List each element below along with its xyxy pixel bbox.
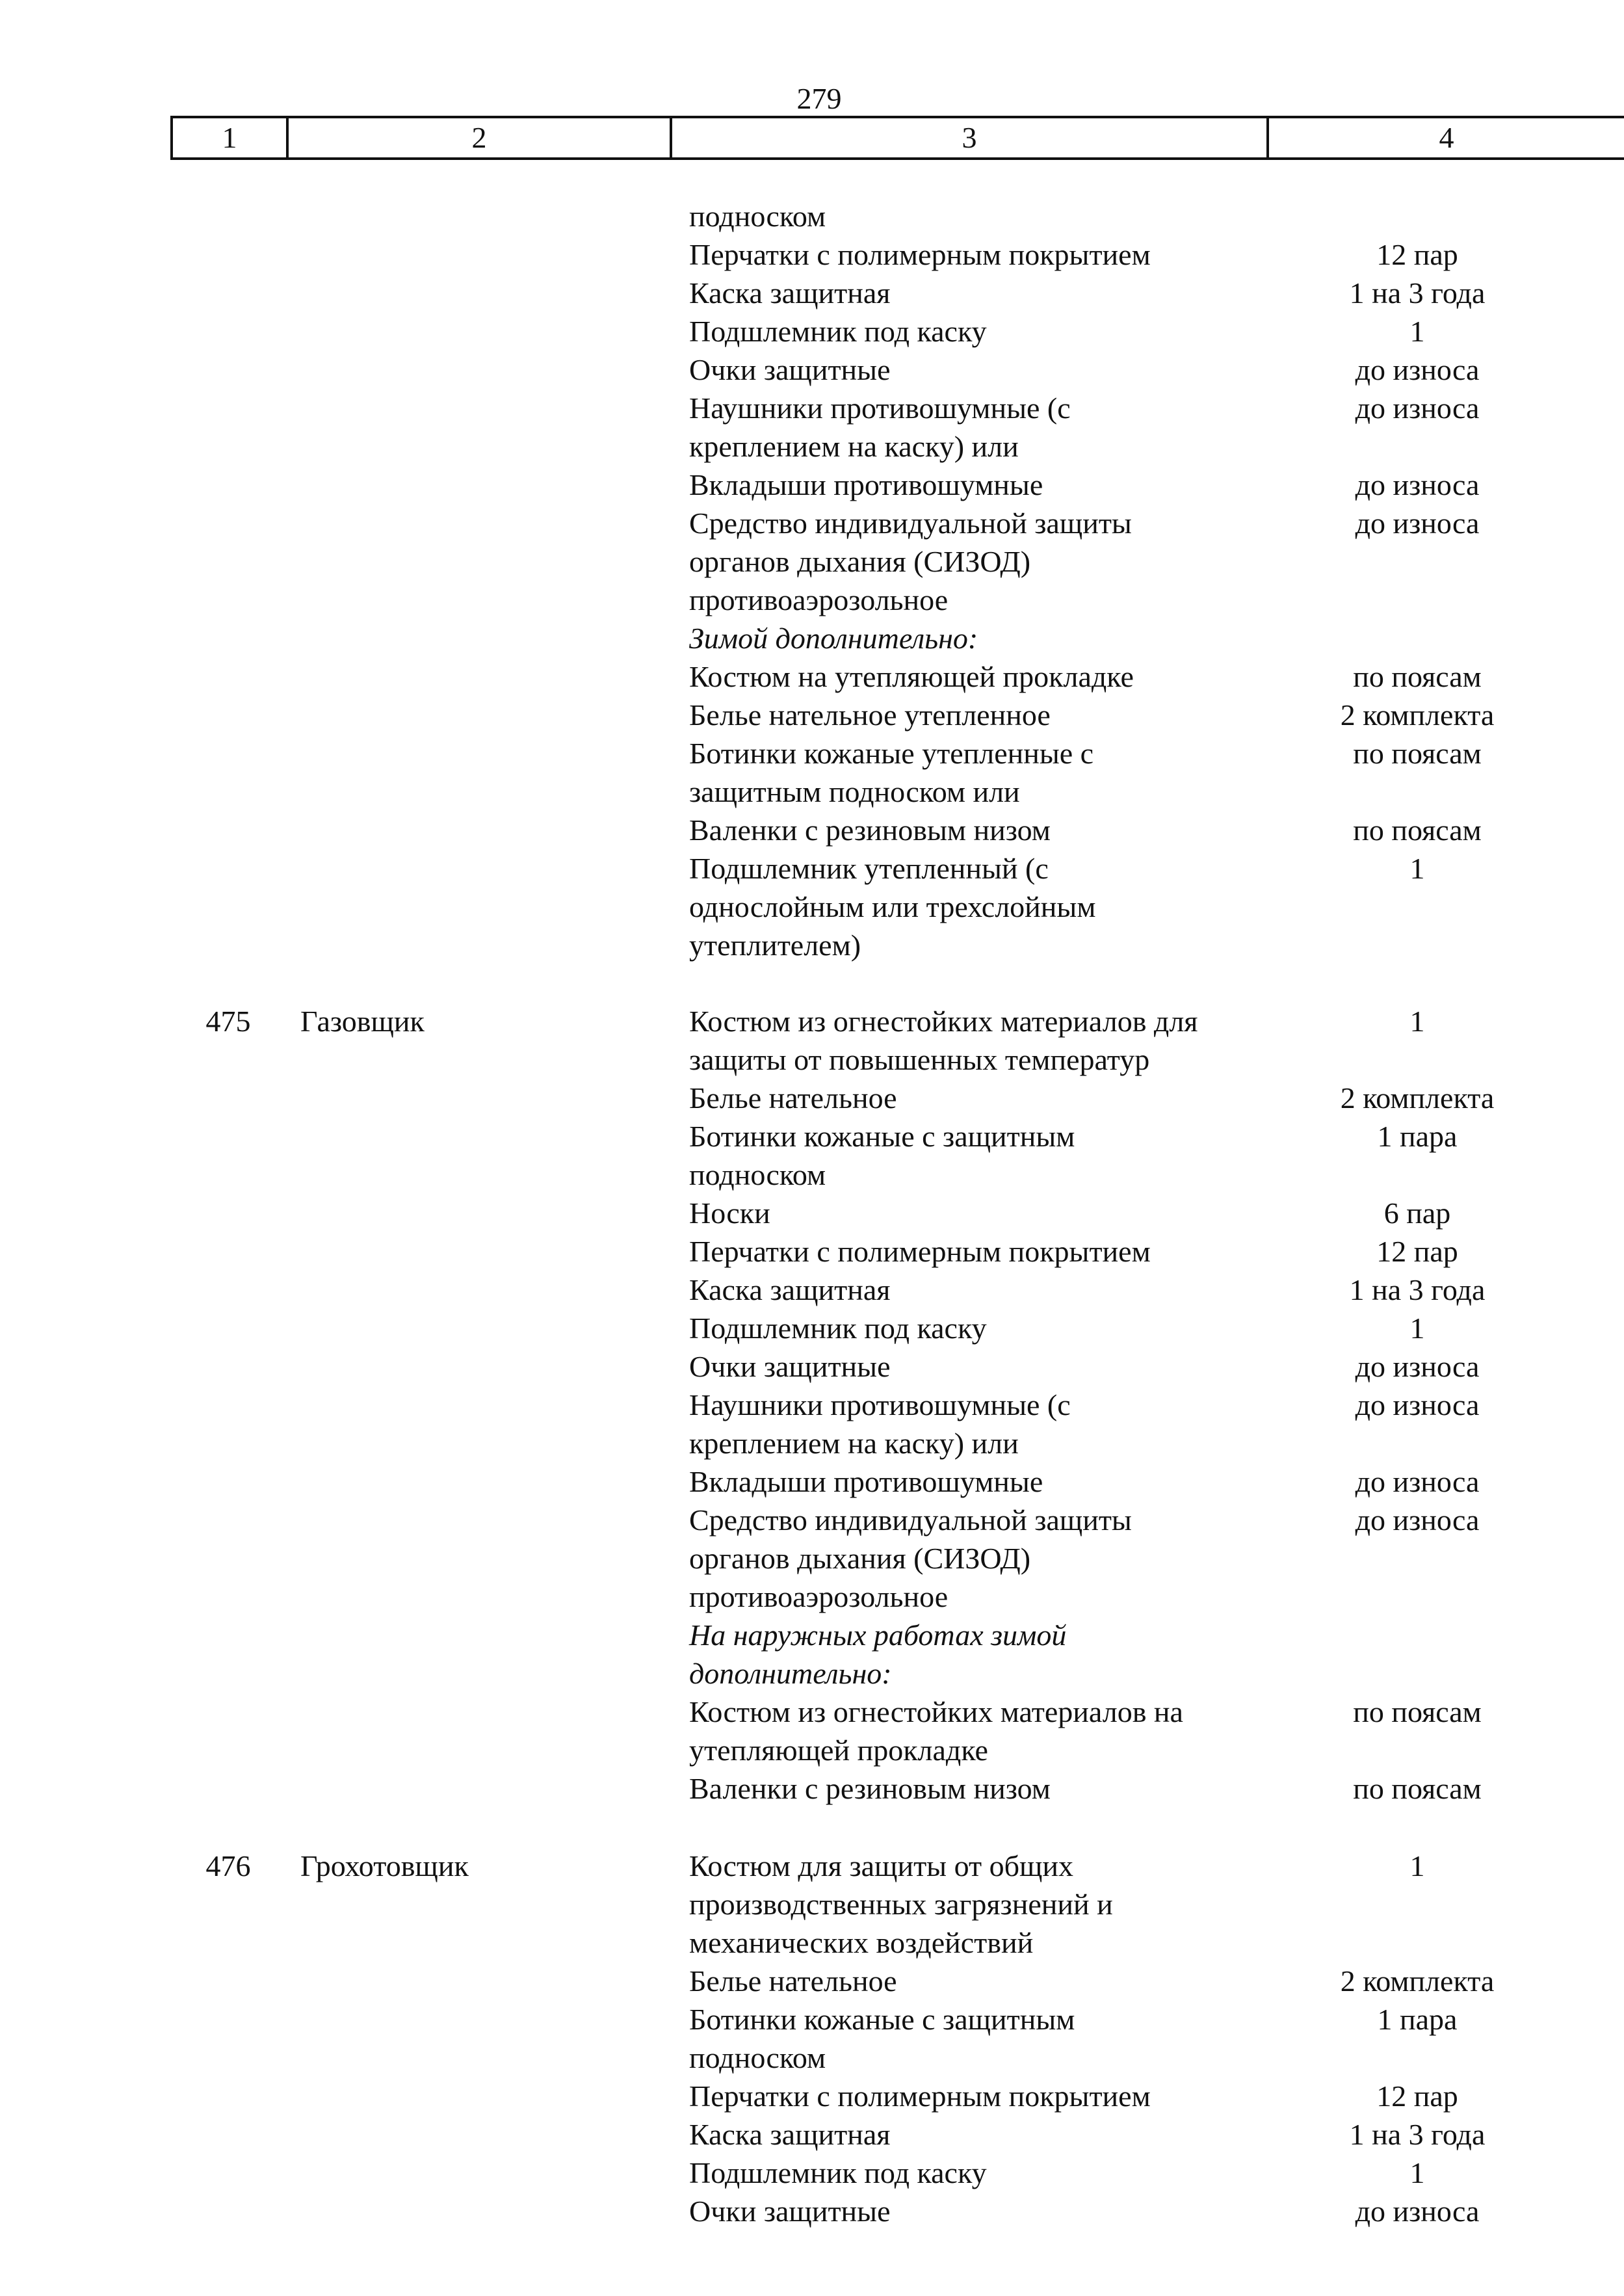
- page-number: 279: [796, 82, 842, 115]
- table-row: [0, 1847, 1624, 1885]
- equipment-item: Каска защитная: [689, 276, 891, 310]
- table-row: [0, 2115, 1624, 2154]
- section-note: На наружных работах зимой: [689, 1618, 1067, 1652]
- table-row: [0, 811, 1624, 849]
- table-row: [0, 1117, 1624, 1155]
- equipment-item: Очки защитные: [689, 353, 891, 386]
- equipment-item: подноском: [689, 200, 826, 233]
- table-row: [0, 350, 1624, 389]
- table-row: [0, 1002, 1624, 1040]
- table-row: [0, 1309, 1624, 1347]
- equipment-item: Каска защитная: [689, 1273, 891, 1306]
- section-note: Зимой дополнительно:: [689, 622, 978, 655]
- equipment-quantity: по поясам: [1353, 737, 1482, 770]
- equipment-quantity: до износа: [1355, 1350, 1480, 1383]
- table-row: [0, 542, 1624, 581]
- equipment-item: Наушники противошумные (с: [689, 391, 1071, 425]
- profession-name: Грохотовщик: [300, 1849, 469, 1882]
- equipment-quantity: 1 на 3 года: [1349, 1273, 1486, 1306]
- profession-number: 475: [205, 1005, 251, 1038]
- continuation-block: [0, 197, 1624, 964]
- equipment-item: механических воздействий: [689, 1926, 1034, 1959]
- table-row: [0, 849, 1624, 888]
- equipment-item: Белье нательное: [689, 1081, 897, 1115]
- column-header-4: 4: [1266, 118, 1624, 157]
- equipment-quantity: до износа: [1355, 507, 1480, 540]
- equipment-item: Костюм для защиты от общих: [689, 1849, 1074, 1882]
- table-row: [0, 734, 1624, 772]
- equipment-quantity: 1 пара: [1377, 2003, 1458, 2036]
- equipment-item: Подшлемник утепленный (с: [689, 852, 1049, 885]
- equipment-quantity: 1 пара: [1377, 1120, 1458, 1153]
- equipment-item: Костюм из огнестойких материалов для: [689, 1005, 1198, 1038]
- table-row: [0, 1731, 1624, 1769]
- equipment-quantity: до износа: [1355, 1465, 1480, 1498]
- profession-number: 476: [205, 1849, 251, 1882]
- equipment-item: Перчатки с полимерным покрытием: [689, 238, 1151, 271]
- equipment-item: Ботинки кожаные с защитным: [689, 2003, 1075, 2036]
- table-row: [0, 1654, 1624, 1693]
- equipment-item: Ботинки кожаные утепленные с: [689, 737, 1094, 770]
- equipment-quantity: 1: [1409, 1312, 1425, 1345]
- equipment-quantity: 1: [1409, 852, 1425, 885]
- profession-block-476: [0, 1847, 1624, 2230]
- equipment-quantity: 2 комплекта: [1340, 1081, 1495, 1115]
- table-row: [0, 1271, 1624, 1309]
- equipment-item: утеплителем): [689, 929, 861, 962]
- table-row: [0, 696, 1624, 734]
- equipment-quantity: 12 пар: [1376, 238, 1458, 271]
- equipment-quantity: до износа: [1355, 1388, 1480, 1421]
- equipment-item: однослойным или трехслойным: [689, 890, 1096, 923]
- table-row: [0, 2154, 1624, 2192]
- table-row: [0, 1079, 1624, 1117]
- equipment-quantity: 1: [1409, 2156, 1425, 2189]
- equipment-item: Подшлемник под каску: [689, 2156, 987, 2189]
- equipment-item: органов дыхания (СИЗОД): [689, 1542, 1031, 1575]
- equipment-quantity: 1 на 3 года: [1349, 2118, 1486, 2151]
- table-row: [0, 197, 1624, 235]
- equipment-item: производственных загрязнений и: [689, 1888, 1113, 1921]
- equipment-quantity: до износа: [1355, 2195, 1480, 2228]
- equipment-quantity: по поясам: [1353, 660, 1482, 693]
- equipment-item: Наушники противошумные (с: [689, 1388, 1071, 1421]
- equipment-item: Очки защитные: [689, 2195, 891, 2228]
- table-row: [0, 1501, 1624, 1539]
- table-row: [0, 1040, 1624, 1079]
- equipment-item: защитным подноском или: [689, 775, 1020, 808]
- table-row: [0, 389, 1624, 427]
- equipment-quantity: до износа: [1355, 468, 1480, 501]
- equipment-item: Очки защитные: [689, 1350, 891, 1383]
- equipment-item: Подшлемник под каску: [689, 1312, 987, 1345]
- table-row: [0, 427, 1624, 466]
- equipment-quantity: по поясам: [1353, 1695, 1482, 1728]
- table-row: [0, 1616, 1624, 1654]
- table-row: [0, 1693, 1624, 1731]
- equipment-quantity: 1 на 3 года: [1349, 276, 1486, 310]
- column-header-row: [170, 116, 1624, 160]
- column-header-2: 2: [286, 118, 670, 157]
- table-row: [0, 1194, 1624, 1232]
- table-row: [0, 274, 1624, 312]
- equipment-item: Перчатки с полимерным покрытием: [689, 1235, 1151, 1268]
- equipment-item: Подшлемник под каску: [689, 315, 987, 348]
- equipment-item: Средство индивидуальной защиты: [689, 507, 1132, 540]
- profession-name: Газовщик: [300, 1005, 425, 1038]
- equipment-item: Белье нательное утепленное: [689, 698, 1051, 732]
- table-row: [0, 1962, 1624, 2000]
- equipment-item: противоаэрозольное: [689, 583, 949, 616]
- equipment-item: органов дыхания (СИЗОД): [689, 545, 1031, 578]
- equipment-quantity: 2 комплекта: [1340, 698, 1495, 732]
- table-row: [0, 926, 1624, 964]
- equipment-item: Вкладыши противошумные: [689, 1465, 1043, 1498]
- table-row: [0, 1577, 1624, 1616]
- table-row: [0, 772, 1624, 811]
- equipment-item: Ботинки кожаные с защитным: [689, 1120, 1075, 1153]
- equipment-item: Валенки с резиновым низом: [689, 813, 1051, 847]
- column-header-1: 1: [170, 118, 286, 157]
- table-row: [0, 888, 1624, 926]
- equipment-item: Валенки с резиновым низом: [689, 1772, 1051, 1805]
- equipment-quantity: 1: [1409, 315, 1425, 348]
- equipment-quantity: 1: [1409, 1005, 1425, 1038]
- section-note: дополнительно:: [689, 1657, 892, 1690]
- table-row: [0, 312, 1624, 350]
- equipment-quantity: 6 пар: [1383, 1196, 1451, 1230]
- table-row: [0, 1769, 1624, 1808]
- equipment-item: Белье нательное: [689, 1964, 897, 1998]
- equipment-item: противоаэрозольное: [689, 1580, 949, 1613]
- equipment-quantity: до износа: [1355, 1503, 1480, 1537]
- table-row: [0, 466, 1624, 504]
- table-row: [0, 1386, 1624, 1424]
- table-row: [0, 657, 1624, 696]
- equipment-quantity: по поясам: [1353, 1772, 1482, 1805]
- equipment-item: Костюм из огнестойких материалов на: [689, 1695, 1183, 1728]
- table-row: [0, 2077, 1624, 2115]
- equipment-item: Перчатки с полимерным покрытием: [689, 2079, 1151, 2113]
- table-row: [0, 2000, 1624, 2039]
- equipment-item: креплением на каску) или: [689, 430, 1019, 463]
- equipment-item: Средство индивидуальной защиты: [689, 1503, 1132, 1537]
- table-row: [0, 235, 1624, 274]
- table-row: [0, 1885, 1624, 1923]
- table-row: [0, 1424, 1624, 1462]
- equipment-quantity: по поясам: [1353, 813, 1482, 847]
- equipment-item: подноском: [689, 2041, 826, 2074]
- table-row: [0, 504, 1624, 542]
- equipment-item: Костюм на утепляющей прокладке: [689, 660, 1134, 693]
- equipment-quantity: до износа: [1355, 353, 1480, 386]
- table-row: [0, 1155, 1624, 1194]
- table-row: [0, 619, 1624, 657]
- equipment-item: утепляющей прокладке: [689, 1734, 988, 1767]
- table-row: [0, 581, 1624, 619]
- table-row: [0, 2192, 1624, 2230]
- equipment-quantity: 2 комплекта: [1340, 1964, 1495, 1998]
- equipment-item: Носки: [689, 1196, 770, 1230]
- table-row: [0, 2039, 1624, 2077]
- column-header-3: 3: [670, 118, 1266, 157]
- table-row: [0, 1462, 1624, 1501]
- table-row: [0, 1347, 1624, 1386]
- profession-block-475: [0, 1002, 1624, 1808]
- equipment-quantity: 12 пар: [1376, 2079, 1458, 2113]
- equipment-item: Вкладыши противошумные: [689, 468, 1043, 501]
- equipment-quantity: 12 пар: [1376, 1235, 1458, 1268]
- equipment-quantity: до износа: [1355, 391, 1480, 425]
- equipment-item: защиты от повышенных температур: [689, 1043, 1150, 1076]
- equipment-item: креплением на каску) или: [689, 1427, 1019, 1460]
- equipment-item: подноском: [689, 1158, 826, 1191]
- table-row: [0, 1539, 1624, 1577]
- equipment-item: Каска защитная: [689, 2118, 891, 2151]
- table-row: [0, 1923, 1624, 1962]
- table-row: [0, 1232, 1624, 1271]
- equipment-quantity: 1: [1409, 1849, 1425, 1882]
